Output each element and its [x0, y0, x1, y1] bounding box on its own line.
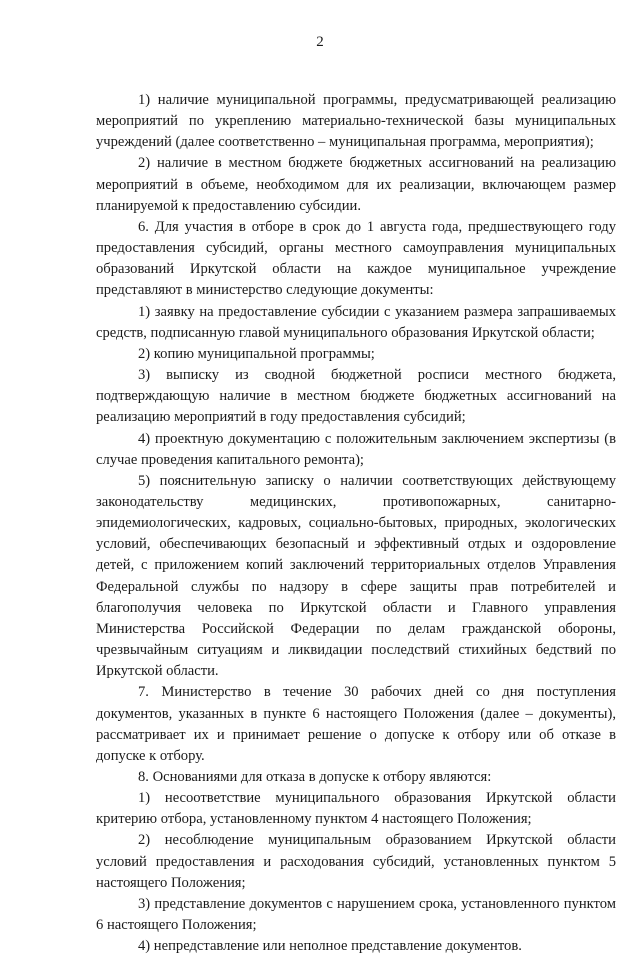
paragraph-6-2-program-copy: 2) копию муниципальной программы;: [138, 345, 375, 362]
paragraph-8-2-conditions: 2) несоблюдение муниципальным образованием Иркутской области условий предоставления и расходования субсидий, установленных пунктом 5 настоящего Положения;: [96, 832, 616, 891]
paragraph-8-1-criterion: 1) несоответствие муниципального образования Иркутской области критерию отбора, установленному пунктом 4 настоящего Положения;: [96, 790, 616, 828]
paragraph-8-4-missing-docs: 4) непредставление или неполное представление документов.: [138, 938, 522, 955]
page-number: 2: [316, 34, 324, 50]
document-body: [96, 90, 616, 957]
paragraph-8-refusal-grounds: 8. Основаниями для отказа в допуске к отбору являются:: [138, 769, 492, 785]
paragraph-6-1-application: 1) заявку на предоставление субсидии с указанием размера запрашиваемых средств, подписанную главой муниципального образования Иркутской области;: [96, 303, 616, 341]
paragraph-6-3-budget-extract: 3) выписку из сводной бюджетной росписи местного бюджета, подтверждающую наличие в местном бюджете бюджетных ассигнований на реализацию мероприятий в году предоставления субсидий;: [96, 367, 616, 426]
paragraph-6-5-explanatory-note: 5) пояснительную записку о наличии соответствующих действующему законодательству медицинских, противопожарных, санитарно-эпидемиологических, кадровых, социально-бытовых, природных, экологических условий, обеспечивающих безопасный и эффективный отдых и оздоровление детей, с приложением копий заключений территориальных отделов Управления Федеральной службы по надзору в сфере защиты прав потребителей и благополучия человека по Иркутской области и Главного управления Министерства Российской Федерации по делам гражданской обороны, чрезвычайным ситуациям и ликвидации последствий стихийных бедствий по Иркутской области.: [96, 472, 616, 680]
paragraph-6-participation: 6. Для участия в отборе в срок до 1 августа года, предшествующего году предоставления субсидий, органы местного самоуправления муниципальных образований Иркутской области на каждое муниципальное учреждение представляют в министерство следующие документы:: [96, 218, 616, 299]
paragraph-7-review: 7. Министерство в течение 30 рабочих дней со дня поступления документов, указанных в пункте 6 настоящего Положения (далее – документы), рассматривает их и принимает решение о допуске к отбору или об отказе в допуске к отбору.: [96, 684, 616, 764]
paragraph-8-3-deadline: 3) представление документов с нарушением срока, установленного пунктом 6 настоящего Положения;: [96, 895, 616, 934]
paragraph-1-program: 1) наличие муниципальной программы, предусматривающей реализацию мероприятий по укреплению материально-технической базы муниципальных учреждений (далее соответственно – муниципальная программа, мероприятия);: [96, 92, 616, 151]
paragraph-2-budget: 2) наличие в местном бюджете бюджетных ассигнований на реализацию мероприятий в объеме, необходимом для их реализации, включающем размер планируемой к предоставлению субсидии.: [96, 155, 616, 214]
paragraph-6-4-project-docs: 4) проектную документацию с положительным заключением экспертизы (в случае проведения капитального ремонта);: [96, 430, 616, 468]
